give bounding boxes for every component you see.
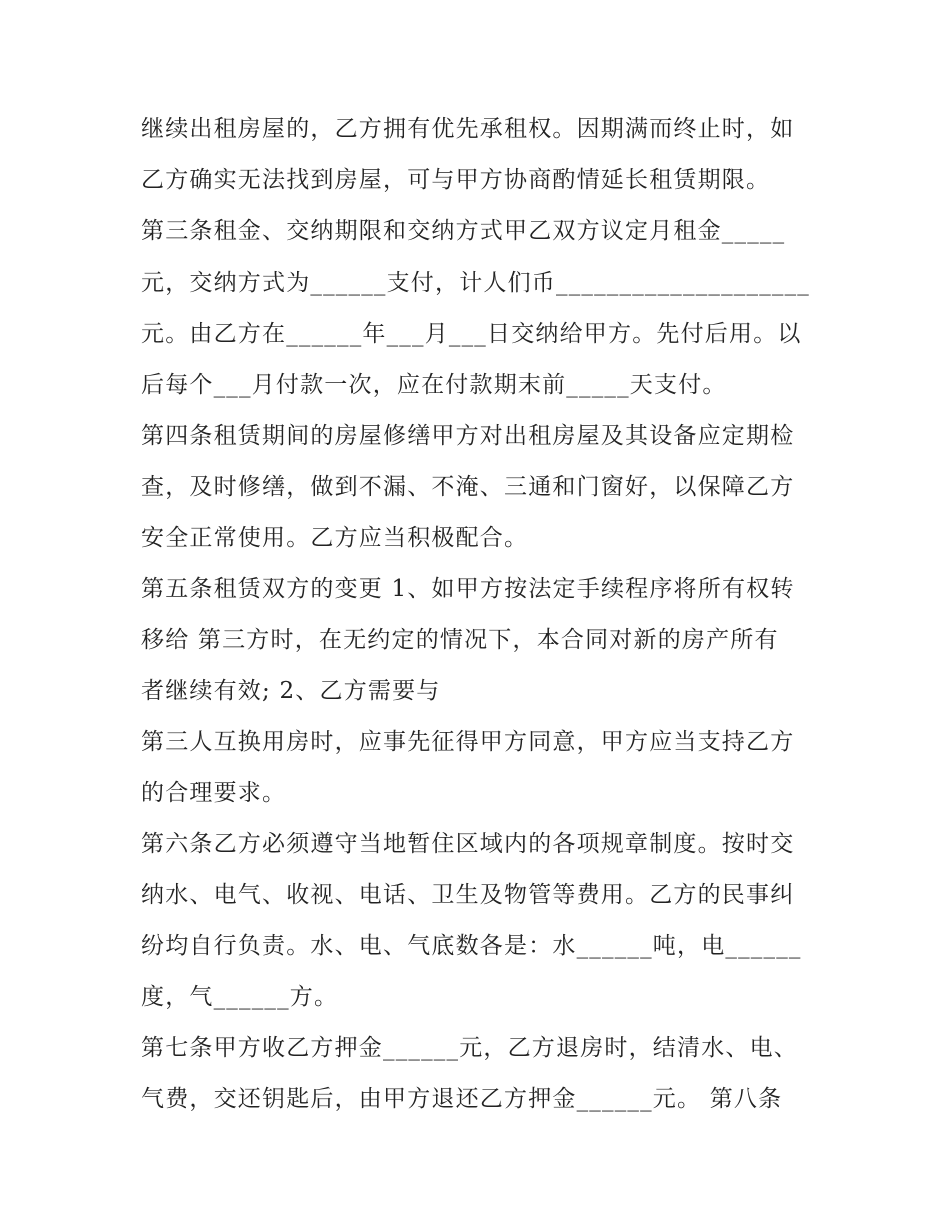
text-line: 查，及时修缮，做到不漏、不淹、三通和门窗好，以保障乙方 (141, 474, 795, 500)
text-line: 第六条乙方必须遵守当地暂住区域内的各项规章制度。按时交 (141, 831, 795, 857)
text-line: 第七条甲方收乙方押金______元，乙方退房时，结清水、电、 (141, 1035, 798, 1061)
text-line: 元，交纳方式为______支付，计人们币____________________ (141, 270, 810, 296)
text-line: 纷均自行负责。水、电、气底数各是：水______吨，电______ (141, 933, 802, 959)
text-line: 元。由乙方在______年___月___日交纳给甲方。先付后用。以 (141, 321, 802, 347)
text-line: 后每个___月付款一次，应在付款期末前_____天支付。 (141, 372, 727, 398)
text-line: 者继续有效; 2、乙方需要与 (141, 678, 441, 704)
text-line: 第三人互换用房时，应事先征得甲方同意，甲方应当支持乙方 (141, 729, 795, 755)
text-line: 第三条租金、交纳期限和交纳方式甲乙双方议定月租金_____ (141, 218, 786, 244)
text-line: 纳水、电气、收视、电话、卫生及物管等费用。乙方的民事纠 (141, 882, 795, 908)
text-line: 第四条租赁期间的房屋修缮甲方对出租房屋及其设备应定期检 (141, 423, 795, 449)
text-line: 移给 第三方时，在无约定的情况下，本合同对新的房产所有 (141, 627, 779, 653)
text-line: 第五条租赁双方的变更 1、如甲方按法定手续程序将所有权转 (141, 576, 795, 602)
text-line: 的合理要求。 (141, 780, 287, 806)
text-line: 继续出租房屋的，乙方拥有优先承租权。因期满而终止时，如 (141, 116, 795, 142)
text-line: 度，气______方。 (141, 984, 339, 1010)
text-line: 安全正常使用。乙方应当积极配合。 (141, 525, 529, 551)
text-line: 气费，交还钥匙后，由甲方退还乙方押金______元。 第八条 (141, 1086, 783, 1112)
text-line: 乙方确实无法找到房屋，可与甲方协商酌情延长租赁期限。 (141, 167, 771, 193)
